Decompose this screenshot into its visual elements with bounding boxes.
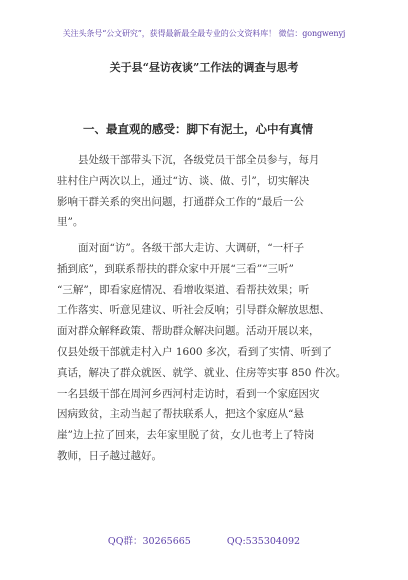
- paragraph-line: 仅县处级干部就走村入户 1600 多次，看到了实情、听到了: [57, 345, 332, 358]
- header-banner: 关注头条号“公文研究”，获得最新最全最专业的公文资料库！ 微信：gongwenyj: [62, 29, 346, 38]
- footer-contact: [0, 533, 408, 547]
- footer-qq-group: QQ群：30265665: [107, 536, 191, 547]
- paragraph-line: 因病致贫，主动当起了帮扶联系人，把这个家庭从“悬: [57, 408, 304, 421]
- paragraph-line: 里”。: [57, 216, 84, 229]
- paragraph-line: 插到底”，到联系帮扶的群众家中开展“三看”“三听”: [57, 262, 294, 275]
- paragraph-line: “三解”，即看家庭情况、看增收渠道、看帮扶效果；听: [57, 283, 310, 296]
- paragraph-1: [57, 150, 357, 233]
- paragraph-line: 崖”边上拉了回来，去年家里脱了贫，女儿也考上了特岗: [57, 429, 315, 442]
- paragraph-line: 真话，解决了群众就医、就学、就业、住房等实事 850 件次。: [57, 366, 347, 379]
- paragraph-line: 工作落实、听意见建议、听社会反响；引导群众解放思想、: [57, 304, 330, 317]
- paragraph-line: 教师，日子越过越好。: [57, 449, 162, 462]
- document-title: 关于县“昼访夜谈”工作法的调查与思考: [109, 61, 299, 74]
- paragraph-line: 面对群众解释政策、帮助群众解决问题。活动开展以来，: [57, 325, 320, 338]
- paragraph-line: 面对面“访”。各级干部大走访、大调研，“一杆子: [57, 242, 305, 254]
- paragraph-2: [57, 238, 357, 467]
- paragraph-line: 一名县级干部在周河乡西河村走访时，看到一个家庭因灾: [57, 387, 320, 400]
- footer-qq: QQ:535304092: [226, 536, 301, 547]
- paragraph-line: 影响干群关系的突出问题，打通群众工作的“最后一公: [57, 195, 304, 208]
- paragraph-line: 驻村住户两次以上，通过“访、谈、做、引”，切实解决: [57, 174, 310, 187]
- section-heading: 一、最直观的感受：脚下有泥土，心中有真情: [83, 122, 313, 136]
- paragraph-line: 县处级干部带头下沉，各级党员干部全员参与，每月: [57, 154, 320, 166]
